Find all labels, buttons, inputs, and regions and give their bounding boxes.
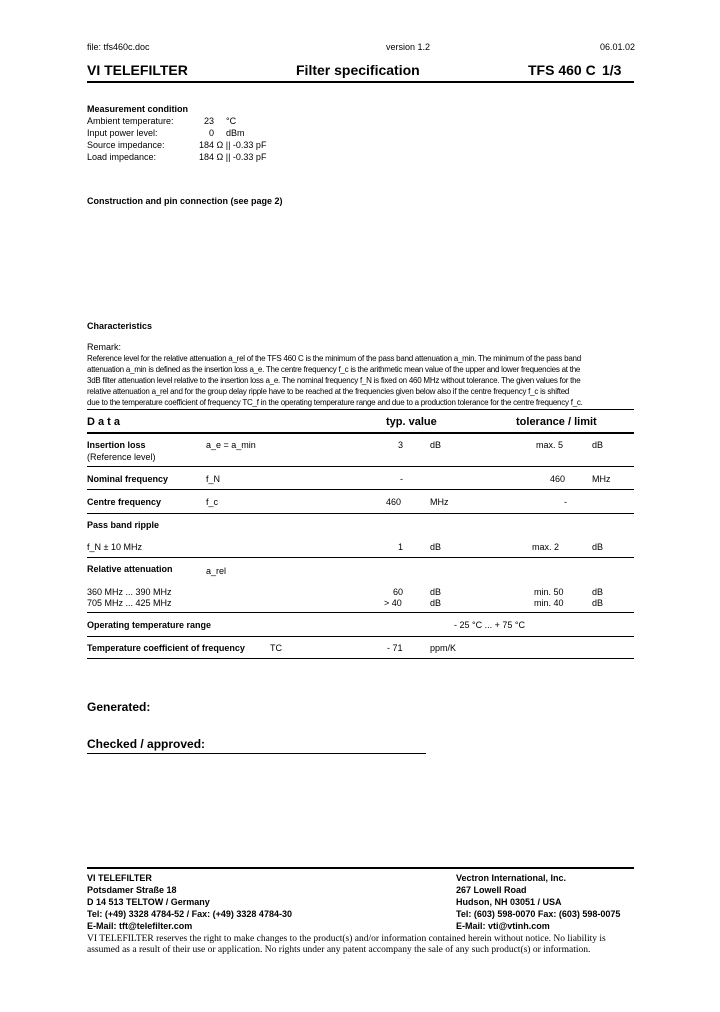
file-name: file: tfs460c.doc bbox=[87, 42, 150, 52]
attenuation-typ-unit: dB bbox=[430, 598, 442, 608]
nominal-frequency-label: Nominal frequency bbox=[87, 474, 169, 484]
row-divider bbox=[87, 557, 634, 558]
company-name: VI TELEFILTER bbox=[87, 62, 188, 78]
footer-right-line: Hudson, NH 03051 / USA bbox=[456, 897, 562, 907]
attenuation-range: 705 MHz ... 425 MHz bbox=[87, 598, 172, 608]
date: 06.01.02 bbox=[600, 42, 636, 52]
ripple-typ-unit: dB bbox=[430, 542, 442, 552]
measurement-value: 184 Ω || -0.33 pF bbox=[199, 152, 267, 162]
centre-frequency-typ: 460 bbox=[386, 497, 402, 507]
centre-frequency-symbol: f_c bbox=[206, 497, 219, 507]
remark-line: attenuation a_min is defined as the insertion loss a_e. The centre frequency f_c is the arithmetic mean value of the upper and lower frequencies at the bbox=[87, 365, 581, 374]
row-divider bbox=[87, 489, 634, 490]
attenuation-range: 360 MHz ... 390 MHz bbox=[87, 587, 172, 597]
col-data-header: D a t a bbox=[87, 416, 121, 428]
measurement-label: Load impedance: bbox=[87, 152, 157, 162]
checked-label: Checked / approved: bbox=[87, 737, 206, 751]
ripple-typ: 1 bbox=[398, 542, 404, 552]
signature-line bbox=[87, 753, 426, 754]
attenuation-tol-unit: dB bbox=[592, 587, 604, 597]
attenuation-typ: 60 bbox=[393, 587, 404, 597]
op-temp-label: Operating temperature range bbox=[87, 620, 212, 630]
centre-frequency-tol: - bbox=[564, 497, 567, 507]
characteristics-title: Characteristics bbox=[87, 321, 153, 331]
remark-line: Reference level for the relative attenuation a_rel of the TFS 460 C is the minimum of the pass band attenuation a_min. The minimum of the pass band bbox=[87, 354, 581, 363]
footer-right-email: E-Mail: vti@vtinh.com bbox=[456, 921, 550, 931]
attenuation-tol-unit: dB bbox=[592, 598, 604, 608]
attenuation-typ: > 40 bbox=[384, 598, 402, 608]
remark-line: 3dB filter attenuation level relative to the insertion loss a_e. The nominal frequency f_N is fixed on 460 MHz without tolerance. The given values for the bbox=[87, 376, 581, 385]
col-tol-header: tolerance / limit bbox=[516, 416, 597, 428]
version: version 1.2 bbox=[386, 42, 431, 52]
insertion-loss-typ-unit: dB bbox=[430, 440, 442, 450]
nominal-frequency-typ: - bbox=[400, 474, 403, 484]
ripple-tol-unit: dB bbox=[592, 542, 604, 552]
part-number: TFS 460 C bbox=[528, 62, 596, 78]
table-header-rule bbox=[87, 432, 634, 434]
measurement-title: Measurement condition bbox=[87, 104, 189, 114]
footer-left-email: E-Mail: tft@telefilter.com bbox=[87, 921, 193, 931]
measurement-unit: dBm bbox=[226, 128, 245, 138]
nominal-frequency-tol: 460 bbox=[550, 474, 566, 484]
ripple-tol: max. 2 bbox=[532, 542, 560, 552]
nominal-frequency-tol-unit: MHz bbox=[592, 474, 611, 484]
temp-coeff-typ-unit: ppm/K bbox=[430, 643, 457, 653]
remark-line: relative attenuation a_rel and for the group delay ripple have to be reached at the frequencies given below also if the centre frequency f_c is shifted bbox=[87, 387, 570, 396]
insertion-loss-typ: 3 bbox=[398, 440, 404, 450]
generated-label: Generated: bbox=[87, 700, 151, 714]
ripple-label: Pass band ripple bbox=[87, 520, 160, 530]
measurement-label: Ambient temperature: bbox=[87, 116, 174, 126]
measurement-value: 23 bbox=[204, 116, 215, 126]
footer-divider bbox=[87, 867, 634, 869]
col-typ-header: typ. value bbox=[386, 416, 437, 428]
temp-coeff-typ: - 71 bbox=[387, 643, 403, 653]
measurement-label: Source impedance: bbox=[87, 140, 165, 150]
attenuation-typ-unit: dB bbox=[430, 587, 442, 597]
footer-right-line: 267 Lowell Road bbox=[456, 885, 527, 895]
footer-right-line: Tel: (603) 598-0070 Fax: (603) 598-0075 bbox=[456, 909, 621, 919]
disclaimer-line: assumed as a result of their use or application. No rights under any patent accompany the sale of any such product(s) or information. bbox=[87, 945, 591, 955]
page-number: 1/3 bbox=[602, 62, 622, 78]
footer-right-line: Vectron International, Inc. bbox=[456, 873, 567, 883]
doc-title: Filter specification bbox=[296, 62, 420, 78]
nominal-frequency-symbol: f_N bbox=[206, 474, 221, 484]
temp-coeff-label: Temperature coefficient of frequency bbox=[87, 643, 245, 653]
footer-left-line: Tel: (+49) 3328 4784-52 / Fax: (+49) 3328 4784-30 bbox=[87, 909, 292, 919]
insertion-loss-cond: a_e = a_min bbox=[206, 440, 256, 450]
insertion-loss-sub: (Reference level) bbox=[87, 452, 156, 462]
construction-title: Construction and pin connection (see page 2) bbox=[87, 196, 283, 206]
centre-frequency-typ-unit: MHz bbox=[430, 497, 449, 507]
temp-coeff-symbol: TC bbox=[270, 643, 282, 653]
table-top-rule bbox=[87, 409, 634, 410]
insertion-loss-tol-unit: dB bbox=[592, 440, 604, 450]
relative-attenuation-symbol: a_rel bbox=[206, 566, 227, 576]
table-bottom-rule bbox=[87, 658, 634, 659]
row-divider bbox=[87, 513, 634, 514]
footer-left-line: Potsdamer Straße 18 bbox=[87, 885, 177, 895]
remark-label: Remark: bbox=[87, 342, 122, 352]
measurement-value: 184 Ω || -0.33 pF bbox=[199, 140, 267, 150]
measurement-unit: °C bbox=[226, 116, 237, 126]
footer-left-line: VI TELEFILTER bbox=[87, 873, 152, 883]
measurement-label: Input power level: bbox=[87, 128, 158, 138]
header-divider bbox=[87, 81, 634, 83]
ripple-condition: f_N ± 10 MHz bbox=[87, 542, 142, 552]
footer-left-line: D 14 513 TELTOW / Germany bbox=[87, 897, 210, 907]
attenuation-tol: min. 50 bbox=[534, 587, 564, 597]
insertion-loss-tol: max. 5 bbox=[536, 440, 564, 450]
attenuation-tol: min. 40 bbox=[534, 598, 564, 608]
remark-line: due to the temperature coefficient of frequency TC_f in the operating temperature range and due to a production tolerance for the centre frequency f_c. bbox=[87, 398, 583, 407]
relative-attenuation-label: Relative attenuation bbox=[87, 564, 173, 574]
measurement-value: 0 bbox=[209, 128, 215, 138]
insertion-loss-label: Insertion loss bbox=[87, 440, 146, 450]
disclaimer-line: VI TELEFILTER reserves the right to make changes to the product(s) and/or information contained herein without notice. No liability is bbox=[87, 934, 606, 944]
op-temp-value: - 25 °C ... + 75 °C bbox=[454, 620, 525, 630]
row-divider bbox=[87, 466, 634, 467]
row-divider bbox=[87, 636, 634, 637]
centre-frequency-label: Centre frequency bbox=[87, 497, 162, 507]
row-divider bbox=[87, 612, 634, 613]
